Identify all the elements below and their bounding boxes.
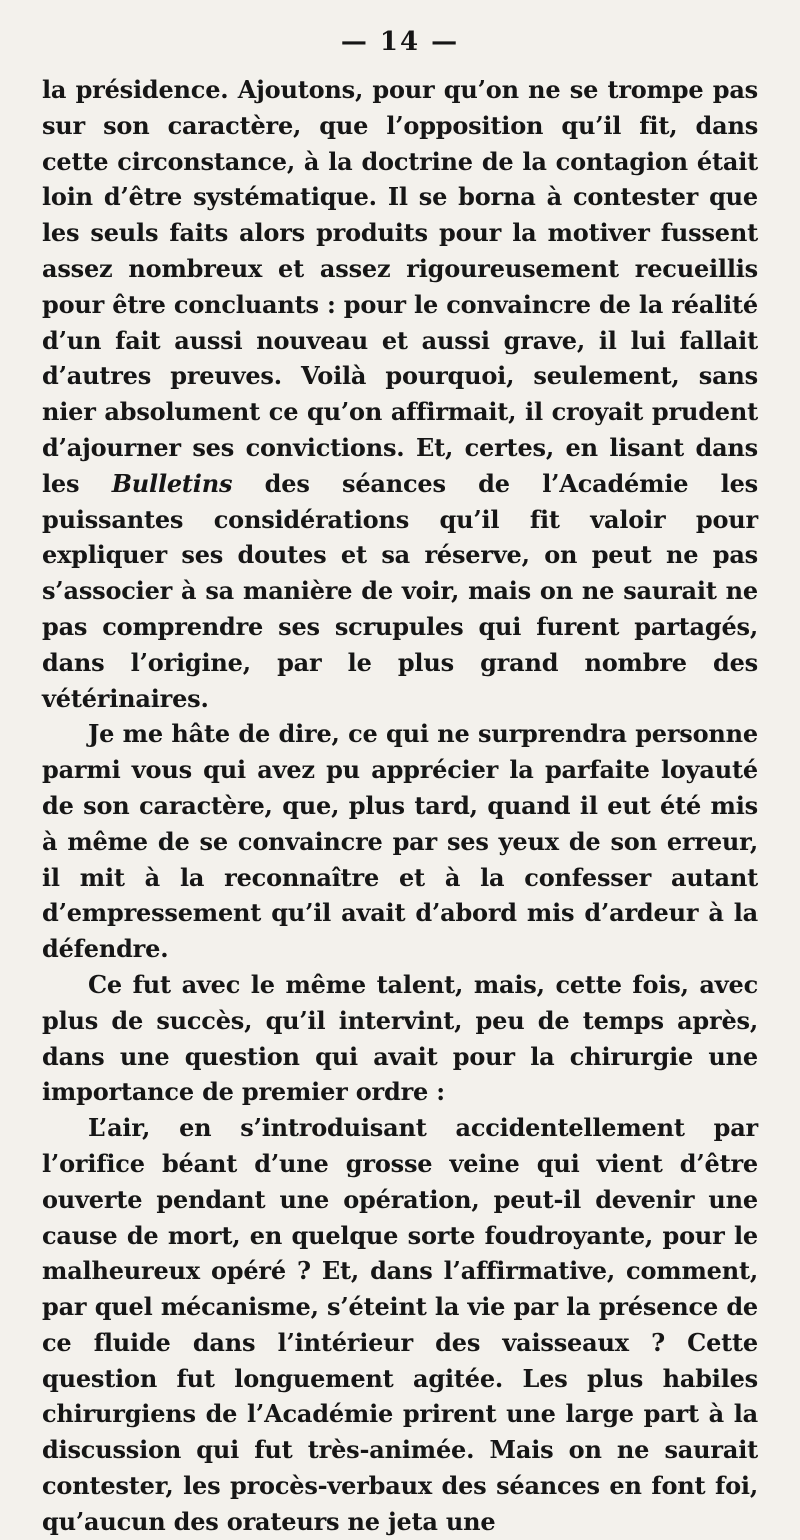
paragraph-1 <box>42 72 758 716</box>
paragraph-1-text: la présidence. Ajoutons, pour qu’on ne se trompe pas sur son caractère, que l’opposition qu’il fit, dans cette circonstance, à la doctrine de la contagion était loin d’être systématique. Il se borna à contester que les seuls faits alors produits pour la motiver fussent assez nombreux et assez rigoureusement recueillis pour être concluants : pour le convaincre de la réalité d’un fait aussi nouveau et aussi grave, il lui fallait d’autres preuves. Voilà pourquoi, seulement, sans nier absolument ce qu’on affirmait, il croyait prudent d’ajourner ses convictions. Et, certes, en lisant dans les <box>42 75 758 498</box>
paragraph-3: Ce fut avec le même talent, mais, cette fois, avec plus de succès, qu’il intervint, peu de temps après, dans une question qui avait pour la chirurgie une importance de premier ordre : <box>42 969 758 1107</box>
bulletins-italic: Bulletins <box>111 468 233 498</box>
paragraph-4: L’air, en s’introduisant accidentellement par l’orifice béant d’une grosse veine qui vient d’être ouverte pendant une opération, peut-il devenir une cause de mort, en quelque sorte foudroyante, pour le malheureux opéré ? Et, dans l’affirmative, comment, par quel mécanisme, s’éteint la vie par la présence de ce fluide dans l’intérieur des vaisseaux ? Cette question fut longuement agitée. Les plus habiles chirurgiens de l’Académie prirent une large part à la discussion qui fut très-animée. Mais on ne saurait contester, les procès-verbaux des séances en font foi, qu’aucun des orateurs ne jeta une <box>42 1113 758 1536</box>
page-number: — 14 — <box>340 27 460 57</box>
paragraph-2: Je me hâte de dire, ce qui ne surprendra personne parmi vous qui avez pu apprécier la parfaite loyauté de son caractère, que, plus tard, quand il eut été mis à même de se convaincre par ses yeux de son erreur, il mit à la reconnaître et à la confesser autant d’empressement qu’il avait d’abord mis d’ardeur à la défendre. <box>42 719 758 964</box>
paragraph-1-text-continued: des séances de l’Académie les puissantes considérations qu’il fit valoir pour expliquer ses doutes et sa réserve, on peut ne pas s’associer à sa manière de voir, mais on ne saurait ne pas comprendre ses scrupules qui furent partagés, dans l’origine, par le plus grand nombre des vétérinaires. <box>42 468 758 713</box>
